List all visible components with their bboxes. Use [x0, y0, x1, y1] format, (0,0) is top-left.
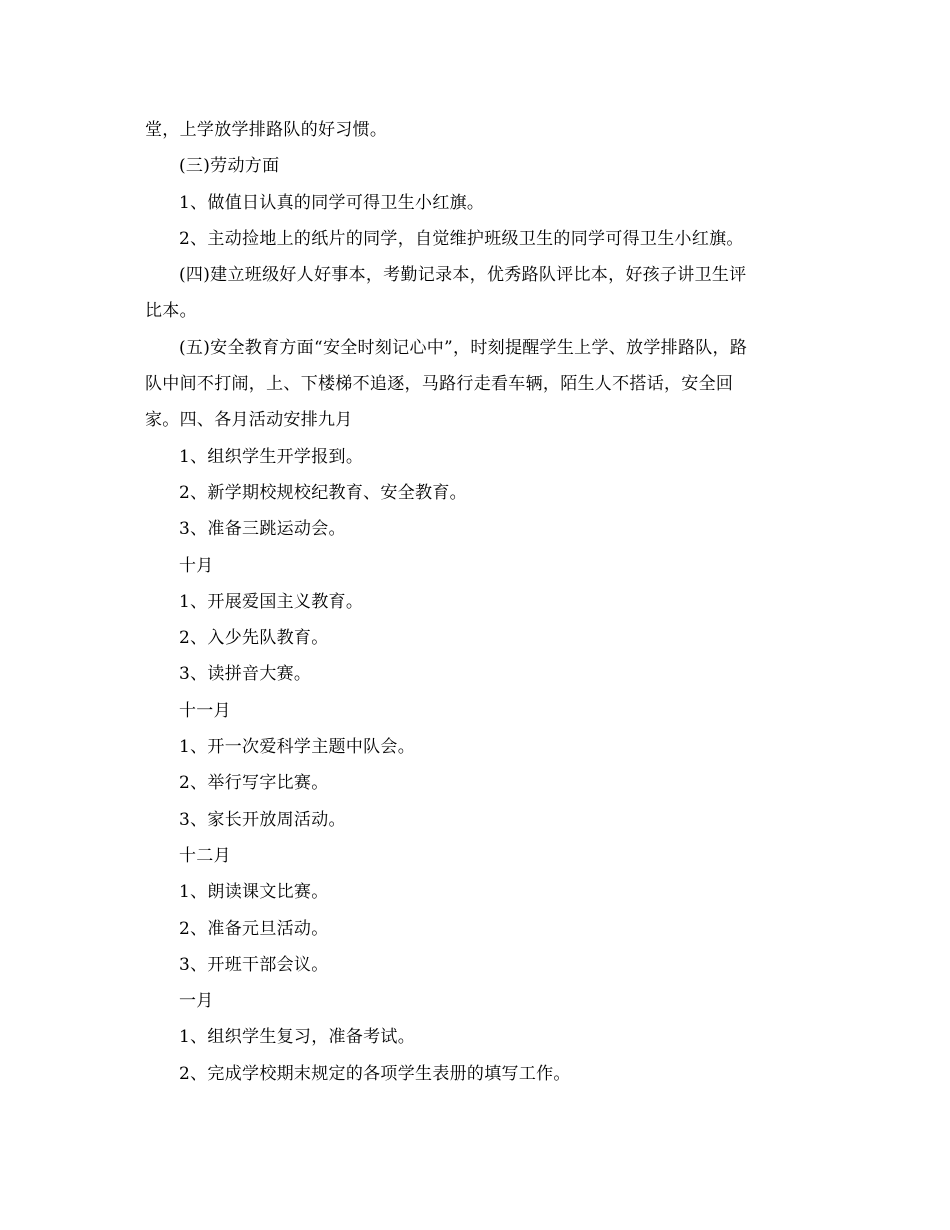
- list-item: 1、做值日认真的同学可得卫生小红旗。: [179, 192, 485, 213]
- list-item: 3、家长开放周活动。: [179, 809, 346, 830]
- list-item: 1、组织学生开学报到。: [179, 446, 364, 467]
- month-heading-december: 十二月: [179, 845, 231, 866]
- list-item: 2、新学期校规校纪教育、安全教育。: [179, 482, 467, 503]
- section-heading-labor: (三)劳动方面: [179, 156, 280, 177]
- document-body: [145, 112, 805, 1092]
- text-line: 堂，上学放学排路队的好习惯。: [145, 120, 388, 140]
- month-heading-november: 十一月: [179, 700, 231, 721]
- list-item: 2、入少先队教育。: [179, 628, 329, 649]
- list-item: 2、主动捡地上的纸片的同学，自觉维护班级卫生的同学可得卫生小红旗。: [179, 228, 744, 249]
- list-item: 2、完成学校期末规定的各项学生表册的填写工作。: [179, 1063, 571, 1084]
- list-item: 2、举行写字比赛。: [179, 773, 329, 794]
- section-heading-records: (四)建立班级好人好事本，考勤记录本，优秀路队评比本，好孩子讲卫生评: [179, 265, 747, 286]
- month-heading-january: 一月: [179, 991, 214, 1012]
- text-line: 队中间不打闹，上、下楼梯不追逐，马路行走看车辆，陌生人不搭话，安全回: [145, 374, 734, 395]
- list-item: 1、朗读课文比赛。: [179, 882, 329, 903]
- month-heading-october: 十月: [179, 555, 214, 576]
- text-line: 比本。: [145, 301, 197, 322]
- list-item: 1、开一次爱科学主题中队会。: [179, 737, 416, 758]
- section-heading-safety: (五)安全教育方面“安全时刻记心中”，时刻提醒学生上学、放学排路队，路: [179, 337, 748, 358]
- list-item: 3、开班干部会议。: [179, 954, 329, 975]
- list-item: 3、准备三跳运动会。: [179, 519, 346, 540]
- list-item: 1、开展爱国主义教育。: [179, 591, 364, 612]
- list-item: 3、读拼音大赛。: [179, 664, 312, 685]
- list-item: 2、准备元旦活动。: [179, 918, 329, 939]
- list-item: 1、组织学生复习，准备考试。: [179, 1027, 416, 1048]
- text-line: 家。四、各月活动安排九月: [145, 410, 353, 431]
